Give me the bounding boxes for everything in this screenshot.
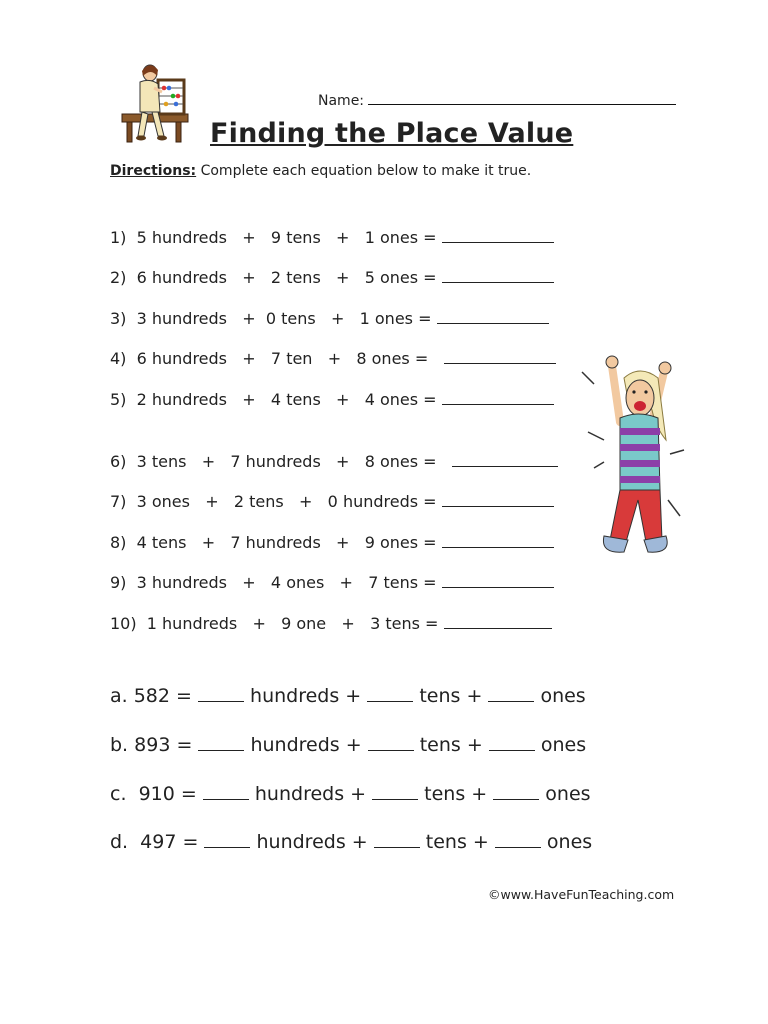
- directions-text: Complete each equation below to make it true.: [196, 163, 532, 179]
- equation-text: 8) 4 tens + 7 hundreds + 9 ones =: [110, 533, 442, 552]
- ones-blank[interactable]: [489, 732, 535, 751]
- name-label: Name:: [318, 93, 365, 109]
- pv-tens-label: tens +: [413, 685, 489, 707]
- equation-text: 6) 3 tens + 7 hundreds + 8 ones =: [110, 452, 452, 471]
- equation-text: 9) 3 hundreds + 4 ones + 7 tens =: [110, 573, 442, 592]
- equation-8: [110, 532, 554, 552]
- pv-tens-label: tens +: [419, 831, 495, 853]
- equation-3: [110, 308, 549, 328]
- pv-hundreds-label: hundreds +: [244, 734, 368, 756]
- tens-blank[interactable]: [374, 829, 420, 848]
- equation-text: 4) 6 hundreds + 7 ten + 8 ones =: [110, 349, 444, 368]
- answer-blank[interactable]: [442, 491, 554, 507]
- equation-text: 3) 3 hundreds + 0 tens + 1 ones =: [110, 309, 437, 328]
- pv-prefix: d. 497 =: [110, 831, 205, 853]
- equation-6: [110, 451, 558, 471]
- pv-hundreds-label: hundreds +: [250, 831, 374, 853]
- equation-2: [110, 267, 554, 287]
- equation-10: [110, 613, 552, 633]
- excited-kid-illustration: [580, 350, 690, 562]
- pv-tens-label: tens +: [413, 734, 489, 756]
- pv-prefix: a. 582 =: [110, 685, 198, 707]
- tens-blank[interactable]: [372, 781, 418, 800]
- equation-5: [110, 389, 554, 409]
- page-title: Finding the Place Value: [210, 118, 574, 149]
- equation-text: 7) 3 ones + 2 tens + 0 hundreds =: [110, 492, 442, 511]
- equation-text: 5) 2 hundreds + 4 tens + 4 ones =: [110, 390, 442, 409]
- pv-ones-label: ones: [534, 734, 587, 756]
- place-value-d: [110, 829, 592, 853]
- tens-blank[interactable]: [367, 683, 413, 702]
- pv-hundreds-label: hundreds +: [248, 783, 373, 805]
- hundreds-blank[interactable]: [204, 829, 250, 848]
- answer-blank[interactable]: [442, 389, 554, 405]
- answer-blank[interactable]: [452, 451, 558, 467]
- answer-blank[interactable]: [444, 348, 556, 364]
- directions: [110, 163, 531, 179]
- hundreds-blank[interactable]: [198, 683, 244, 702]
- ones-blank[interactable]: [488, 683, 534, 702]
- place-value-c: [110, 781, 591, 805]
- place-value-b: [110, 732, 586, 756]
- footer-credit: ©www.HaveFunTeaching.com: [488, 887, 675, 902]
- equation-text: 2) 6 hundreds + 2 tens + 5 ones =: [110, 268, 442, 287]
- pv-prefix: b. 893 =: [110, 734, 199, 756]
- pv-hundreds-label: hundreds +: [244, 685, 368, 707]
- teacher-abacus-illustration: [118, 62, 192, 148]
- place-value-a: [110, 683, 586, 707]
- pv-ones-label: ones: [540, 831, 593, 853]
- equation-9: [110, 572, 554, 592]
- pv-prefix: c. 910 =: [110, 783, 203, 805]
- equation-1: [110, 227, 554, 247]
- hundreds-blank[interactable]: [198, 732, 244, 751]
- pv-tens-label: tens +: [418, 783, 494, 805]
- pv-ones-label: ones: [534, 685, 586, 707]
- pv-ones-label: ones: [539, 783, 591, 805]
- equation-text: 1) 5 hundreds + 9 tens + 1 ones =: [110, 228, 442, 247]
- answer-blank[interactable]: [442, 227, 554, 243]
- answer-blank[interactable]: [442, 572, 554, 588]
- answer-blank[interactable]: [444, 613, 552, 629]
- ones-blank[interactable]: [495, 829, 541, 848]
- answer-blank[interactable]: [437, 308, 549, 324]
- equation-7: [110, 491, 554, 511]
- name-field[interactable]: [318, 90, 676, 109]
- tens-blank[interactable]: [368, 732, 414, 751]
- ones-blank[interactable]: [493, 781, 539, 800]
- equation-text: 10) 1 hundreds + 9 one + 3 tens =: [110, 614, 444, 633]
- name-line[interactable]: [368, 90, 676, 105]
- answer-blank[interactable]: [442, 267, 554, 283]
- directions-label: Directions:: [110, 163, 197, 179]
- answer-blank[interactable]: [442, 532, 554, 548]
- hundreds-blank[interactable]: [203, 781, 249, 800]
- equation-4: [110, 348, 556, 368]
